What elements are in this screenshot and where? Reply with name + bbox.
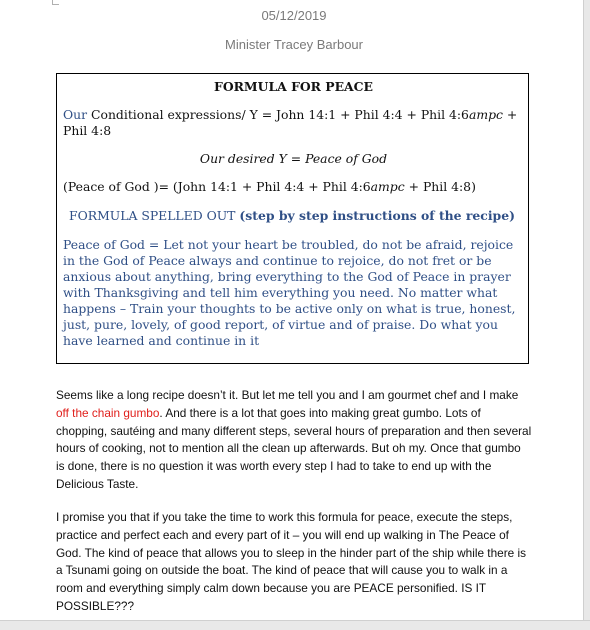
paragraph1-after: . And there is a lot that goes into making great gumbo. Lots of chopping, sautéing and many different steps, several hours of preparation and then several hours of cooking, not to mention all the clean up afterwards. But oh my. Once that gumbo is done, there is no question it was worth every step I had to take to end up with the Delicious Taste.: [56, 405, 532, 491]
conditional-ampc: ampc: [468, 107, 503, 122]
window-bottom-edge: [0, 620, 590, 630]
formula-explanation: Peace of God = Let not your heart be troubled, do not be afraid, rejoice in the God of Peace always and continue to rejoice, do not fret or be anxious about anything, bring everything to the God of Peace in prayer with Thanksgiving and tell him everything you need. No matter what happens – Train your thoughts to be active only on what is true, honest, just, pure, lovely, of good report, of virtue and of praise. Do what you have learned and continue in it: [63, 237, 516, 348]
equation-ampc: ampc: [370, 179, 405, 194]
desired-outcome: Our desired Y = Peace of God: [199, 151, 388, 166]
formula-spelled-out-heading: [63, 208, 524, 224]
paragraph-promise: I promise you that if you take the time to work this formula for peace, execute the steps, practice and perfect each and every part of it – you will end up walking in The Peace of God. The kind of peace that allows you to sleep in the hinder part of the ship while there is a Tsunami going on outside the boat. The kind of peace that will cause you to walk in a room and everything simply calm down because you are PEACE personified. IS IT POSSIBLE???: [56, 510, 526, 613]
conditional-our: Our: [63, 107, 88, 122]
spelled-step: (step by step instructions of the recipe): [239, 208, 515, 223]
document-date: 05/12/2019: [261, 8, 327, 23]
formula-title: FORMULA FOR PEACE: [214, 79, 373, 94]
conditional-end: + Phil 4:8: [63, 107, 518, 138]
spelled-label: FORMULA SPELLED OUT: [69, 208, 240, 223]
window-right-edge: [583, 0, 590, 630]
formula-box: [56, 73, 529, 364]
equation-end: + Phil 4:8): [404, 179, 476, 194]
document-author: Minister Tracey Barbour: [225, 37, 363, 52]
conditional-text: Conditional expressions/ Y = John 14:1 + Phil 4:4 + Phil 4:6: [87, 107, 469, 122]
page-corner-mark: [52, 0, 59, 5]
equation-start: (Peace of God )= (John 14:1 + Phil 4:4 + Phil 4:6: [63, 179, 371, 194]
formula-equation: [63, 179, 524, 195]
paragraph1-before: Seems like a long recipe doesn’t it. But let me tell you and I am gourmet chef and I make: [56, 388, 519, 402]
conditional-expressions: [63, 107, 524, 139]
paragraph-gumbo: [56, 387, 532, 494]
paragraph1-highlight: off the chain gumbo: [56, 405, 160, 420]
